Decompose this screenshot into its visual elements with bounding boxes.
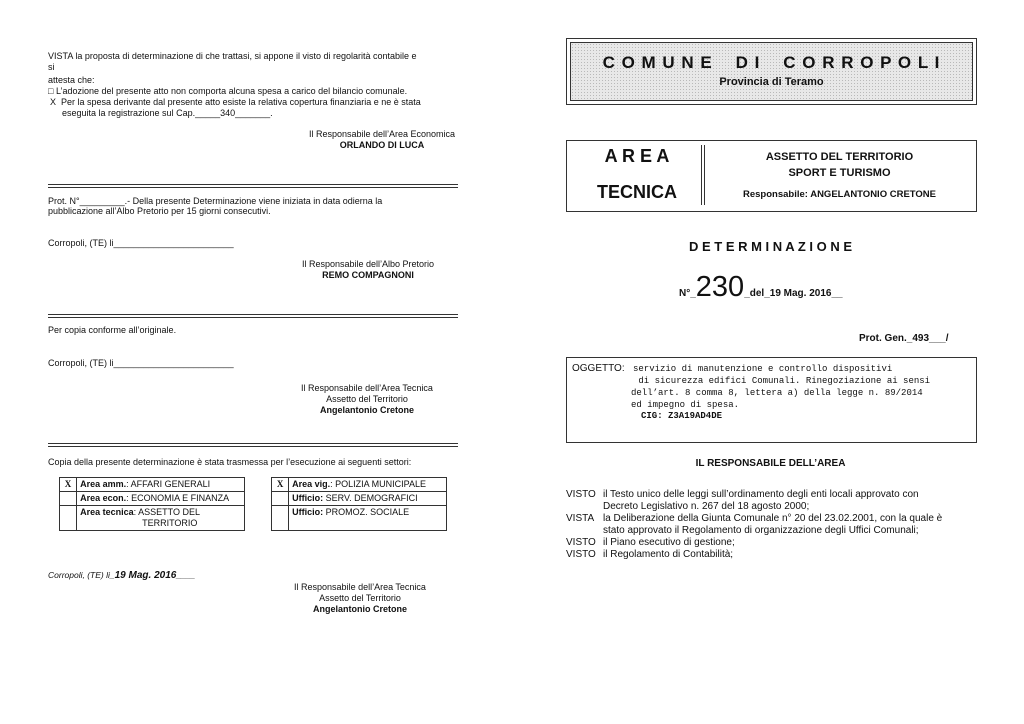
sign-albo-name: REMO COMPAGNONI [322, 270, 414, 280]
visto-key: VISTO [566, 489, 596, 500]
sign-tecnica-role: Il Responsabile dell’Area Tecnica [301, 383, 433, 393]
checkbox-checked-icon: X [50, 97, 57, 107]
visto-line-1: VISTA la proposta di determinazione di che trattasi, si appone il visto di regolarità contabile e [48, 51, 417, 61]
oggetto-box [566, 357, 977, 443]
spacer-cell [244, 506, 271, 531]
check-cell [272, 506, 289, 531]
area-title-1: ASSETTO DEL TERRITORIO [765, 151, 914, 163]
checkbox-empty-icon: □ [48, 86, 54, 96]
spacer-cell [244, 492, 271, 506]
check-cell [60, 492, 77, 506]
sign-final-sub: Assetto del Territorio [319, 593, 401, 603]
option-no-spesa-text: L’adozione del presente atto non comporta alcuna spesa a carico del bilancio comunale. [55, 86, 408, 96]
option-spesa [50, 97, 421, 108]
sign-economica-name: ORLANDO DI LUCA [339, 140, 425, 150]
table-row [60, 478, 447, 492]
check-mark-icon: X [272, 478, 289, 492]
visto-text: stato approvato il Regolamento di organizzazione degli Uffici Comunali; [603, 525, 919, 536]
settore-cell: Ufficio: SERV. DEMOGRAFICI [289, 492, 447, 506]
option-spesa-text: Per la spesa derivante dal presente atto esiste la relativa copertura finanziaria e ne è stata [61, 97, 421, 107]
settore-cell: Area tecnica: ASSETTO DEL TERRITORIO [77, 506, 245, 531]
sign-economica-role: Il Responsabile dell’Area Economica [308, 129, 456, 139]
settore-cell: Area vig.: POLIZIA MUNICIPALE [289, 478, 447, 492]
spacer-cell [244, 478, 271, 492]
check-mark-icon: X [60, 478, 77, 492]
divider [48, 184, 458, 188]
prot-line-1: Prot. N°_________.- Della presente Determinazione viene iniziata in data odierna la [48, 196, 383, 206]
visto-line-3: attesta che: [48, 75, 95, 85]
visto-key: VISTO [566, 537, 596, 548]
oggetto-label: OGGETTO: [572, 363, 625, 374]
visto-key: VISTO [566, 549, 596, 560]
sign-final-name: Angelantonio Cretone [313, 604, 407, 614]
area-word: A R E A [604, 146, 670, 166]
visto-text: il Regolamento di Contabilità; [603, 549, 734, 560]
provincia: Provincia di Teramo [719, 76, 824, 88]
settore-cell: Ufficio: PROMOZ. SOCIALE [289, 506, 447, 531]
check-cell [272, 492, 289, 506]
table-row [60, 506, 447, 531]
table-row [60, 492, 447, 506]
copia-conforme: Per copia conforme all’originale. [48, 325, 177, 335]
settore-cell: Area amm.: AFFARI GENERALI [77, 478, 245, 492]
place-date-2: Corropoli, (TE) li________________________ [48, 358, 234, 368]
place-date-3: Corropoli, (TE) li_19 Mag. 2016____ [48, 570, 196, 581]
comune-title: C O M U N E D I C O R R O P O L I [602, 53, 941, 72]
check-cell [60, 506, 77, 531]
area-title-2: SPORT E TURISMO [788, 167, 891, 179]
settore-cell: Area econ.: ECONOMIA E FINANZA [77, 492, 245, 506]
visto-text: Decreto Legislativo n. 267 del 18 agosto 2000; [603, 501, 810, 512]
divider [48, 314, 458, 318]
responsabile: Responsabile: ANGELANTONIO CRETONE [742, 189, 936, 200]
visto-key: VISTA [566, 513, 595, 524]
determinazione-title: D E T E R M I N A Z I O N E [689, 239, 852, 254]
tecnica-word: TECNICA [597, 182, 677, 202]
numero-determina: N°_230_del_19 Mag. 2016__ [679, 271, 843, 303]
area-box [566, 140, 977, 212]
prot-gen: Prot. Gen._493___/ [859, 333, 949, 344]
settori-table [59, 477, 447, 531]
sign-tecnica-name: Angelantonio Cretone [320, 405, 414, 415]
sign-albo-role: Il Responsabile dell’Albo Pretorio [301, 259, 435, 269]
responsabile-area-heading: IL RESPONSABILE DELL’AREA [695, 458, 846, 469]
option-no-spesa [48, 86, 407, 97]
area-divider [701, 145, 705, 205]
visto-line-2: si [48, 62, 55, 72]
divider [48, 443, 458, 447]
visto-text: il Piano esecutivo di gestione; [603, 537, 735, 548]
oggetto-line-2: di sicurezza edifici Comunali. Rinegoziazione ai sensi [638, 376, 931, 386]
prot-line-2: pubblicazione all’Albo Pretorio per 15 giorni consecutivi. [48, 206, 271, 216]
visto-text: la Deliberazione della Giunta Comunale n° 20 del 23.02.2001, con la quale è [603, 513, 943, 524]
sign-final-role: Il Responsabile dell’Area Tecnica [294, 582, 426, 592]
sign-tecnica-sub: Assetto del Territorio [326, 394, 408, 404]
visto-text: il Testo unico delle leggi sull’ordinamento degli enti locali approvato con [603, 489, 919, 500]
oggetto-line-4: ed impegno di spesa. [631, 400, 740, 410]
trasmessa-text: Copia della presente determinazione è stata trasmessa per l’esecuzione ai seguenti settori: [48, 457, 412, 467]
comune-header [566, 38, 977, 105]
oggetto-line-3: dell’art. 8 comma 8, lettera a) della legge n. 89/2014 [631, 388, 923, 398]
cig-code: CIG: Z3A19AD4DE [641, 411, 723, 421]
place-date-1: Corropoli, (TE) li________________________ [48, 238, 234, 248]
oggetto-line-1: servizio di manutenzione e controllo dispositivi [633, 364, 893, 374]
option-spesa-cap: eseguita la registrazione sul Cap._____340_______. [62, 108, 273, 118]
